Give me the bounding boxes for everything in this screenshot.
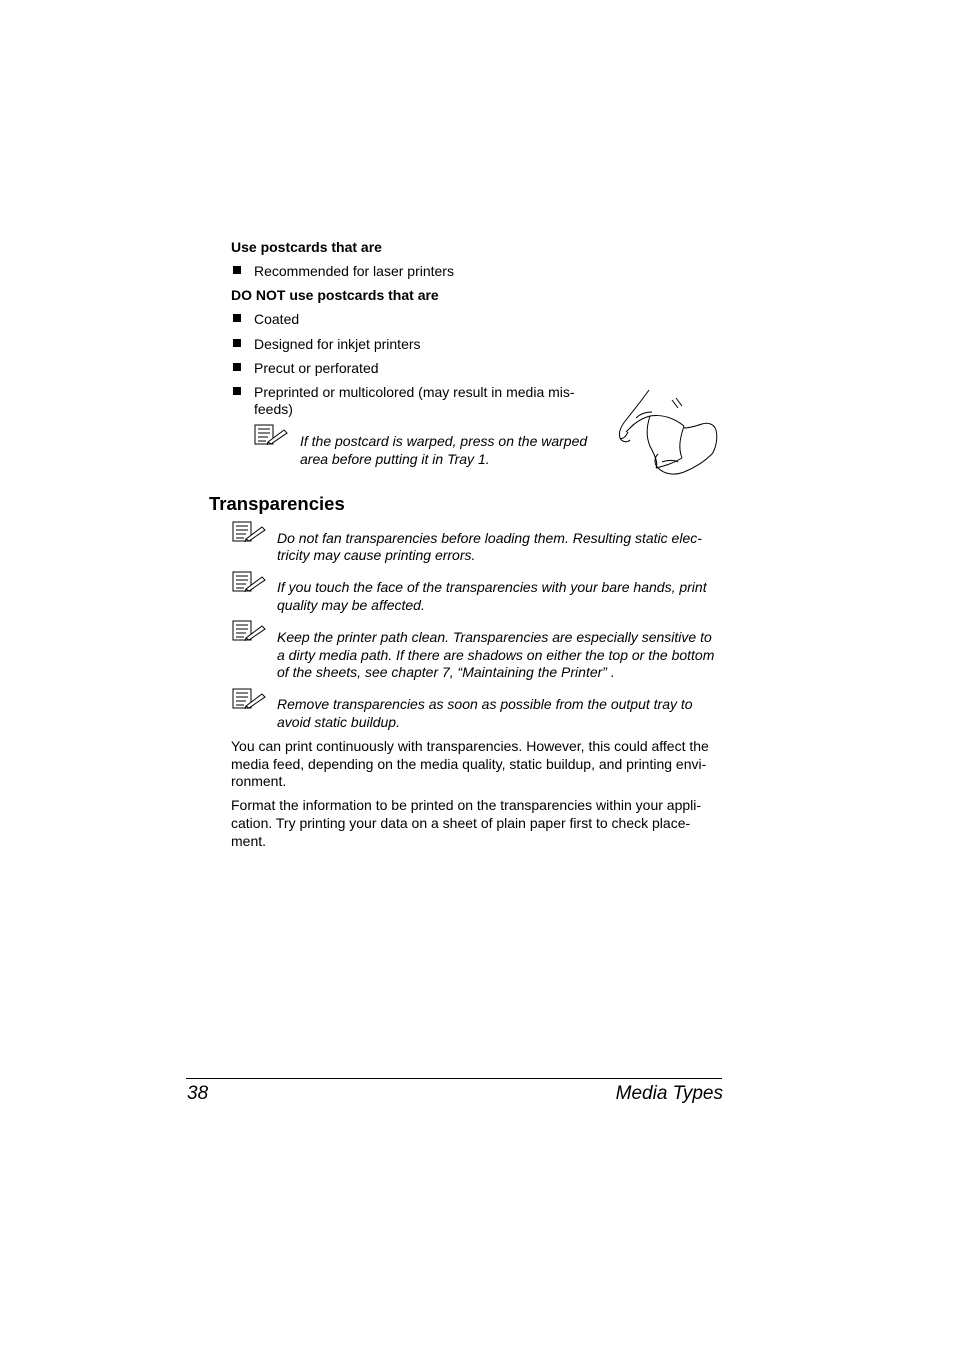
note-text-line: tricity may cause printing errors. — [277, 547, 476, 563]
hands-bending-postcard-illustration — [612, 388, 722, 478]
page-number: 38 — [187, 1083, 209, 1104]
note-text-line: a dirty media path. If there are shadows on either the top or the bottom — [277, 647, 715, 663]
note-text-line: If you touch the face of the transparencies with your bare hands, print — [277, 579, 707, 595]
footer-section-title: Media Types — [615, 1083, 723, 1104]
note-text-line: of the sheets, see chapter 7, “Maintaining the Printer” . — [277, 664, 615, 680]
list-item: Precut or perforated — [254, 360, 379, 376]
paragraph-line: Format the information to be printed on the transparencies within your appli- — [231, 797, 702, 813]
note-text-line: avoid static buildup. — [277, 714, 400, 730]
list-item-line: Preprinted or multicolored (may result in media mis- — [254, 384, 575, 400]
paragraph-line: cation. Try printing your data on a sheet of plain paper first to check place- — [231, 815, 691, 831]
footer-rule — [186, 1078, 722, 1079]
section-heading: Transparencies — [209, 493, 345, 514]
note-text-line: Do not fan transparencies before loading them. Resulting static elec- — [277, 530, 702, 546]
square-bullet-icon — [233, 363, 241, 371]
square-bullet-icon — [233, 387, 241, 395]
note-text-line: If the postcard is warped, press on the warped — [300, 433, 588, 449]
note-text-line: quality may be affected. — [277, 597, 425, 613]
square-bullet-icon — [233, 339, 241, 347]
note-pencil-icon — [232, 688, 266, 710]
paragraph-line: ment. — [231, 833, 267, 849]
list-item: Recommended for laser printers — [254, 263, 454, 279]
note-pencil-icon — [232, 571, 266, 593]
paragraph-line: You can print continuously with transparencies. However, this could affect the — [231, 738, 709, 754]
note-pencil-icon — [232, 620, 266, 642]
note-pencil-icon — [254, 424, 288, 446]
square-bullet-icon — [233, 266, 241, 274]
note-text-line: Keep the printer path clean. Transparencies are especially sensitive to — [277, 629, 712, 645]
note-pencil-icon — [232, 521, 266, 543]
paragraph-line: media feed, depending on the media quality, static buildup, and printing envi- — [231, 756, 707, 772]
note-text-line: area before putting it in Tray 1. — [300, 451, 490, 467]
do-not-use-heading: DO NOT use postcards that are — [231, 287, 439, 303]
list-item: Designed for inkjet printers — [254, 336, 421, 352]
use-postcards-heading: Use postcards that are — [231, 239, 382, 255]
note-text-line: Remove transparencies as soon as possible from the output tray to — [277, 696, 693, 712]
paragraph-line: ronment. — [231, 773, 287, 789]
square-bullet-icon — [233, 314, 241, 322]
list-item-line: feeds) — [254, 401, 293, 417]
list-item: Coated — [254, 311, 300, 327]
